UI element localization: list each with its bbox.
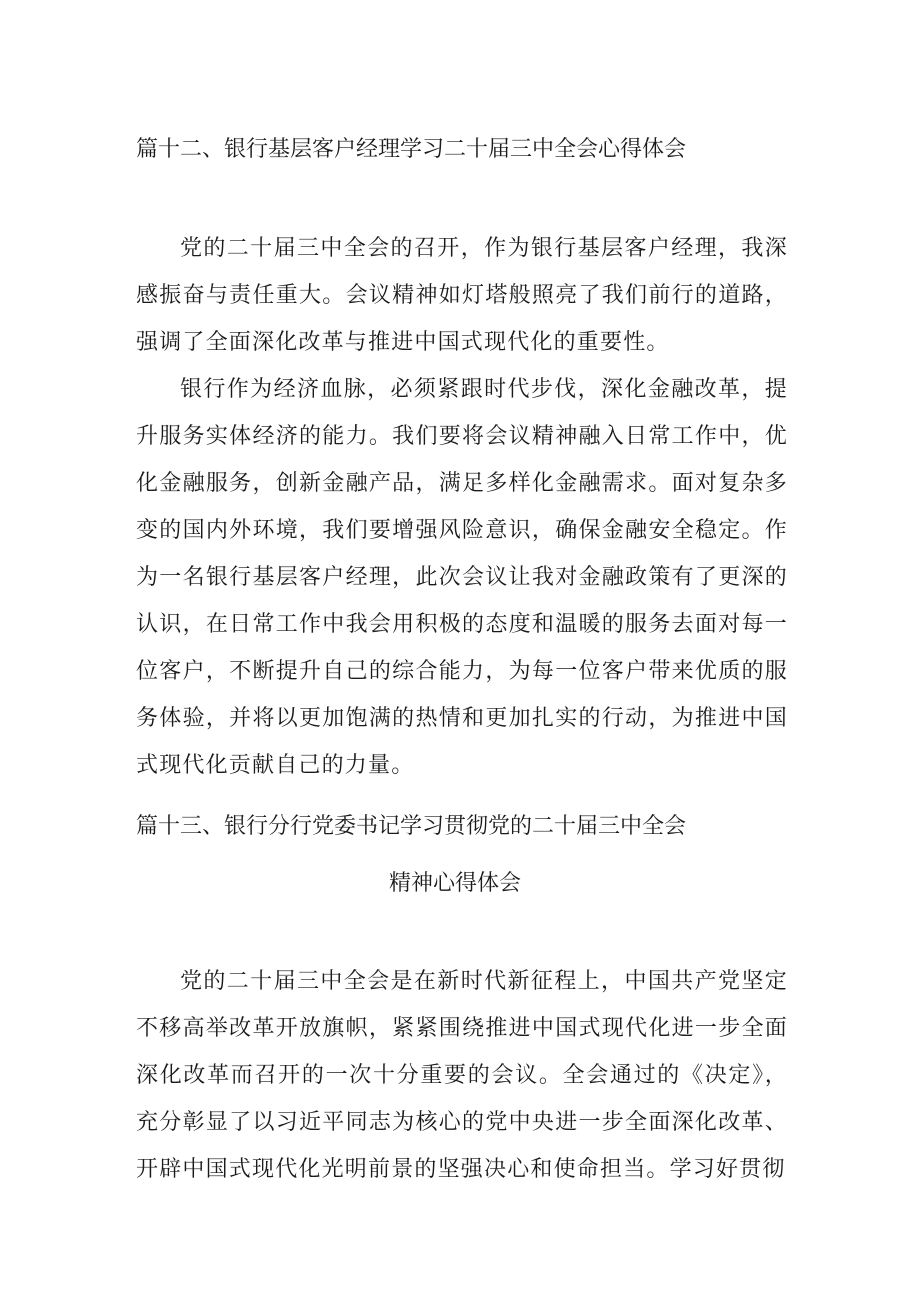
section-12-paragraph-2: 银行作为经济血脉，必须紧跟时代步伐，深化金融改革，提升服务实体经济的能力。我们要将会议精神融入日常工作中，优化金融服务，创新金融产品，满足多样化金融需求。面对复杂多变的国内外环境，我们要增强风险意识，确保金融安全稳定。作为一名银行基层客户经理，此次会议让我对金融政策有了更深的认识，在日常工作中我会用积极的态度和温暖的服务去面对每一位客户，不断提升自己的综合能力，为每一位客户带来优质的服务体验，并将以更加饱满的热情和更加扎实的行动，为推进中国式现代化贡献自己的力量。: [136, 377, 788, 778]
section-12-paragraph-1: 党的二十届三中全会的召开，作为银行基层客户经理，我深感振奋与责任重大。会议精神如灯塔般照亮了我们前行的道路，强调了全面深化改革与推进中国式现代化的重要性。: [136, 236, 788, 355]
section-13-title-line-1: 篇十三、银行分行党委书记学习贯彻党的二十届三中全会: [136, 814, 687, 839]
section-12-title: 篇十二、银行基层客户经理学习二十届三中全会心得体会: [136, 137, 687, 162]
section-13-paragraph-1: 党的二十届三中全会是在新时代新征程上，中国共产党坚定不移高举改革开放旗帜，紧紧围绕推进中国式现代化进一步全面深化改革而召开的一次十分重要的会议。全会通过的《决定》，充分彰显了以习近平同志为核心的党中央进一步全面深化改革、开辟中国式现代化光明前景的坚强决心和使命担当。学习好贯彻: [136, 969, 788, 1182]
section-13-title-line-2: 精神心得体会: [388, 871, 521, 896]
